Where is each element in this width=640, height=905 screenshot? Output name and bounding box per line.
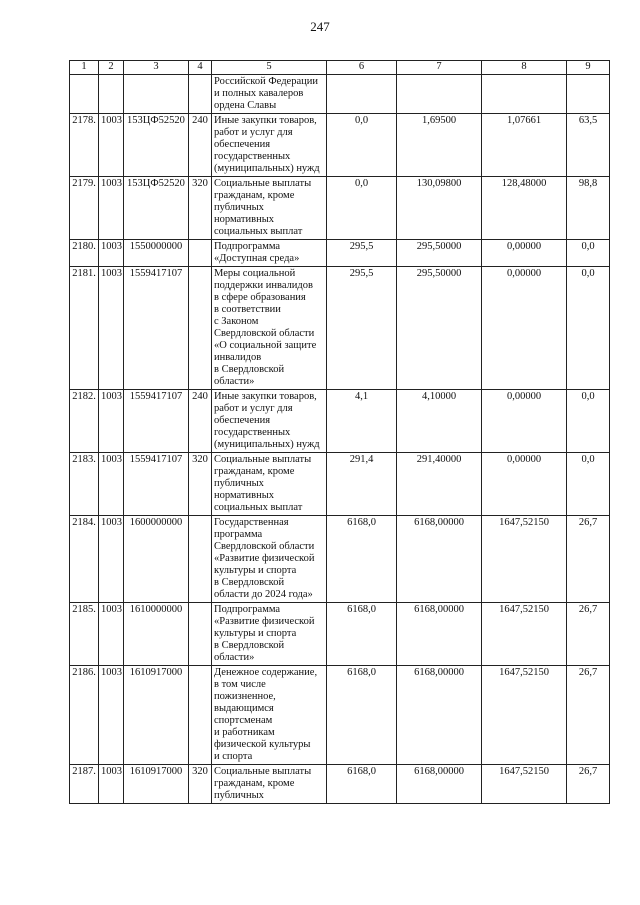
value-col7: 291,40000	[397, 453, 482, 516]
value-col9	[567, 75, 610, 114]
section-code: 1003	[99, 177, 124, 240]
target-code: 1610000000	[124, 603, 189, 666]
header-row	[70, 61, 610, 75]
item-description: Денежное содержание, в том числе пожизненное, выдающимся спортсменам и работникам физической культуры и спорта	[212, 666, 327, 765]
value-col8: 1647,52150	[482, 765, 567, 804]
table-row	[70, 114, 610, 177]
value-col7: 6168,00000	[397, 516, 482, 603]
value-col8: 0,00000	[482, 390, 567, 453]
table-row	[70, 177, 610, 240]
column-header: 5	[212, 61, 327, 75]
row-number: 2182.	[70, 390, 99, 453]
item-description: Подпрограмма «Развитие физической культуры и спорта в Свердловской области»	[212, 603, 327, 666]
expense-type: 320	[189, 765, 212, 804]
row-number: 2186.	[70, 666, 99, 765]
value-col9: 26,7	[567, 603, 610, 666]
value-col7: 130,09800	[397, 177, 482, 240]
value-col7: 6168,00000	[397, 765, 482, 804]
column-header: 8	[482, 61, 567, 75]
expense-type	[189, 666, 212, 765]
value-col6: 0,0	[327, 177, 397, 240]
row-number: 2178.	[70, 114, 99, 177]
target-code: 1559417107	[124, 453, 189, 516]
section-code: 1003	[99, 240, 124, 267]
table-row	[70, 765, 610, 804]
value-col7: 295,50000	[397, 240, 482, 267]
value-col6: 6168,0	[327, 516, 397, 603]
value-col8: 1647,52150	[482, 516, 567, 603]
value-col8: 128,48000	[482, 177, 567, 240]
expense-type: 240	[189, 114, 212, 177]
section-code	[99, 75, 124, 114]
value-col9: 0,0	[567, 267, 610, 390]
value-col9: 26,7	[567, 516, 610, 603]
value-col9: 0,0	[567, 390, 610, 453]
value-col8: 0,00000	[482, 453, 567, 516]
table-row	[70, 516, 610, 603]
target-code: 153ЦФ52520	[124, 114, 189, 177]
value-col6: 4,1	[327, 390, 397, 453]
column-header: 7	[397, 61, 482, 75]
target-code: 1610917000	[124, 666, 189, 765]
value-col7: 6168,00000	[397, 666, 482, 765]
expense-type: 320	[189, 177, 212, 240]
value-col6: 295,5	[327, 267, 397, 390]
column-header: 6	[327, 61, 397, 75]
row-number: 2179.	[70, 177, 99, 240]
value-col6: 291,4	[327, 453, 397, 516]
section-code: 1003	[99, 390, 124, 453]
row-number: 2183.	[70, 453, 99, 516]
table-row	[70, 267, 610, 390]
table-row	[70, 453, 610, 516]
section-code: 1003	[99, 516, 124, 603]
value-col9: 0,0	[567, 453, 610, 516]
target-code: 1559417107	[124, 390, 189, 453]
value-col7: 4,10000	[397, 390, 482, 453]
column-header: 9	[567, 61, 610, 75]
row-number: 2185.	[70, 603, 99, 666]
expense-type	[189, 603, 212, 666]
expense-type	[189, 267, 212, 390]
value-col8: 1,07661	[482, 114, 567, 177]
budget-table	[69, 60, 610, 804]
value-col8: 0,00000	[482, 267, 567, 390]
item-description: Государственная программа Свердловской области «Развитие физической культуры и спорта в Свердловской области до 2024 года»	[212, 516, 327, 603]
row-number: 2180.	[70, 240, 99, 267]
section-code: 1003	[99, 603, 124, 666]
target-code: 1550000000	[124, 240, 189, 267]
value-col6: 6168,0	[327, 666, 397, 765]
section-code: 1003	[99, 765, 124, 804]
section-code: 1003	[99, 114, 124, 177]
expense-type	[189, 516, 212, 603]
target-code: 1610917000	[124, 765, 189, 804]
table-row	[70, 603, 610, 666]
section-code: 1003	[99, 453, 124, 516]
item-description: Социальные выплаты гражданам, кроме публичных нормативных социальных выплат	[212, 177, 327, 240]
value-col6: 6168,0	[327, 765, 397, 804]
table-row	[70, 75, 610, 114]
value-col6	[327, 75, 397, 114]
column-header: 1	[70, 61, 99, 75]
item-description: Иные закупки товаров, работ и услуг для обеспечения государственных (муниципальных) нужд	[212, 390, 327, 453]
expense-type: 320	[189, 453, 212, 516]
column-header: 2	[99, 61, 124, 75]
value-col7: 295,50000	[397, 267, 482, 390]
row-number: 2187.	[70, 765, 99, 804]
item-description: Социальные выплаты гражданам, кроме публичных	[212, 765, 327, 804]
value-col8: 1647,52150	[482, 666, 567, 765]
item-description: Социальные выплаты гражданам, кроме публичных нормативных социальных выплат	[212, 453, 327, 516]
item-description: Иные закупки товаров, работ и услуг для обеспечения государственных (муниципальных) нужд	[212, 114, 327, 177]
value-col7	[397, 75, 482, 114]
value-col8: 0,00000	[482, 240, 567, 267]
target-code	[124, 75, 189, 114]
value-col7: 1,69500	[397, 114, 482, 177]
value-col9: 0,0	[567, 240, 610, 267]
value-col9: 63,5	[567, 114, 610, 177]
value-col9: 26,7	[567, 666, 610, 765]
value-col8	[482, 75, 567, 114]
column-header: 4	[189, 61, 212, 75]
page-number: 247	[310, 19, 330, 34]
expense-type	[189, 75, 212, 114]
value-col6: 0,0	[327, 114, 397, 177]
expense-type: 240	[189, 390, 212, 453]
item-description: Подпрограмма «Доступная среда»	[212, 240, 327, 267]
table-row	[70, 666, 610, 765]
table-row	[70, 390, 610, 453]
expense-type	[189, 240, 212, 267]
table-row	[70, 240, 610, 267]
value-col9: 98,8	[567, 177, 610, 240]
row-number: 2181.	[70, 267, 99, 390]
item-description: Меры социальной поддержки инвалидов в сфере образования в соответствии с Законом Свердловской области «О социальной защите инвалидов в Свердловской области»	[212, 267, 327, 390]
section-code: 1003	[99, 267, 124, 390]
value-col7: 6168,00000	[397, 603, 482, 666]
value-col9: 26,7	[567, 765, 610, 804]
item-description: Российской Федерации и полных кавалеров ордена Славы	[212, 75, 327, 114]
column-header: 3	[124, 61, 189, 75]
target-code: 1600000000	[124, 516, 189, 603]
section-code: 1003	[99, 666, 124, 765]
target-code: 153ЦФ52520	[124, 177, 189, 240]
value-col8: 1647,52150	[482, 603, 567, 666]
target-code: 1559417107	[124, 267, 189, 390]
row-number: 2184.	[70, 516, 99, 603]
value-col6: 295,5	[327, 240, 397, 267]
value-col6: 6168,0	[327, 603, 397, 666]
row-number	[70, 75, 99, 114]
